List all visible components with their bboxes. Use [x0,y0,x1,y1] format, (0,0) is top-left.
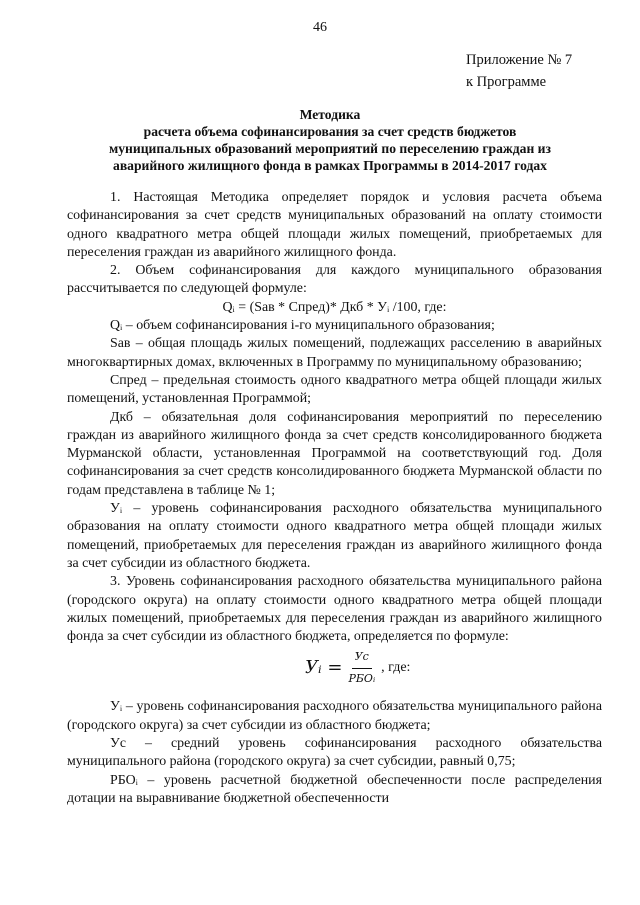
definition-rbo: РБОᵢ – уровень расчетной бюджетной обеспеченности после распределения дотации на выравнивание бюджетной обеспеченности [67,772,602,806]
definition-q: Qᵢ – объем софинансирования i-го муниципального образования; [110,318,495,334]
formula-level-fraction [348,648,375,688]
appendix-line-2: к Программе [466,74,547,90]
definition-uc: Уc – средний уровень софинансирования расходного обязательства муниципального района (городского округа) за счет субсидии, равный 0,75; [67,736,602,770]
definition-s: Sав – общая площадь жилых помещений, подлежащих расселению в аварийных многоквартирных домах, включенных в Программу по муниципальному образованию; [67,336,602,370]
formula-level-lhs: Уᵢ = [305,657,343,679]
paragraph-1: 1. Настоящая Методика определяет порядок и условия расчета объема софинансирования за счет средств муниципальных образований на оплату стоимости одного квадратного метра общей площади жилых помещений, приобретаемых для переселения граждан из аварийного жилищного фонда. [67,190,602,260]
appendix-header [466,49,572,93]
paragraph-2: 2. Объем софинансирования для каждого муниципального образования рассчитывается по следующей формуле: [67,263,602,297]
definition-c: Спред – предельная стоимость одного квадратного метра общей площади жилых помещений, установленная Программой; [67,372,602,407]
paragraph-3: 3. Уровень софинансирования расходного обязательства муниципального района (городского округа) на оплату стоимости одного квадратного метра общей площади жилых помещений, приобретаемых для переселения граждан из аварийного жилищного фонда за счет субсидии из областного бюджета, определяется по формуле: [67,574,602,645]
definition-ui: Уᵢ – уровень софинансирования расходного обязательства муниципального района (городского округа) за счет субсидии из областного бюджета; [67,699,602,733]
title-line-4: аварийного жилищного фонда в рамках Программы в 2014-2017 годах [113,158,547,173]
definition-u: Уᵢ – уровень софинансирования расходного обязательства муниципального образования на оплату стоимости одного квадратного метра общей площади жилых помещений, приобретаемых для переселения граждан из аварийного жилищного фонда за счет субсидии из областного бюджета. [67,501,602,571]
title-line-1: Методика [299,107,361,122]
formula-level-denominator: РБОᵢ [348,671,376,685]
document-body [67,189,602,808]
appendix-line-1: Приложение № 7 [466,52,573,68]
title-line-2: расчета объема софинансирования за счет средств бюджетов [143,124,517,139]
formula-level [67,648,602,694]
definition-d: Дкб – обязательная доля софинансирования мероприятий по переселению граждан из аварийного жилищного фонда за счет средств консолидированного бюджета Мурманской области, установленная Программой на соответствующий год. Доля софинансирования за счет средств консолидированного бюджета Мурманской области по годам представлена в таблице № 1; [67,409,602,498]
page-number: 46 [313,20,327,35]
title-line-3: муниципальных образований мероприятий по переселению граждан из [109,141,551,156]
document-title [60,106,600,174]
formula-volume: Qᵢ = (Sав * Спред)* Дкб * Уᵢ /100, где: [222,299,447,315]
formula-level-numerator: Уc [352,648,372,668]
formula-level-tail: , где: [381,660,411,676]
